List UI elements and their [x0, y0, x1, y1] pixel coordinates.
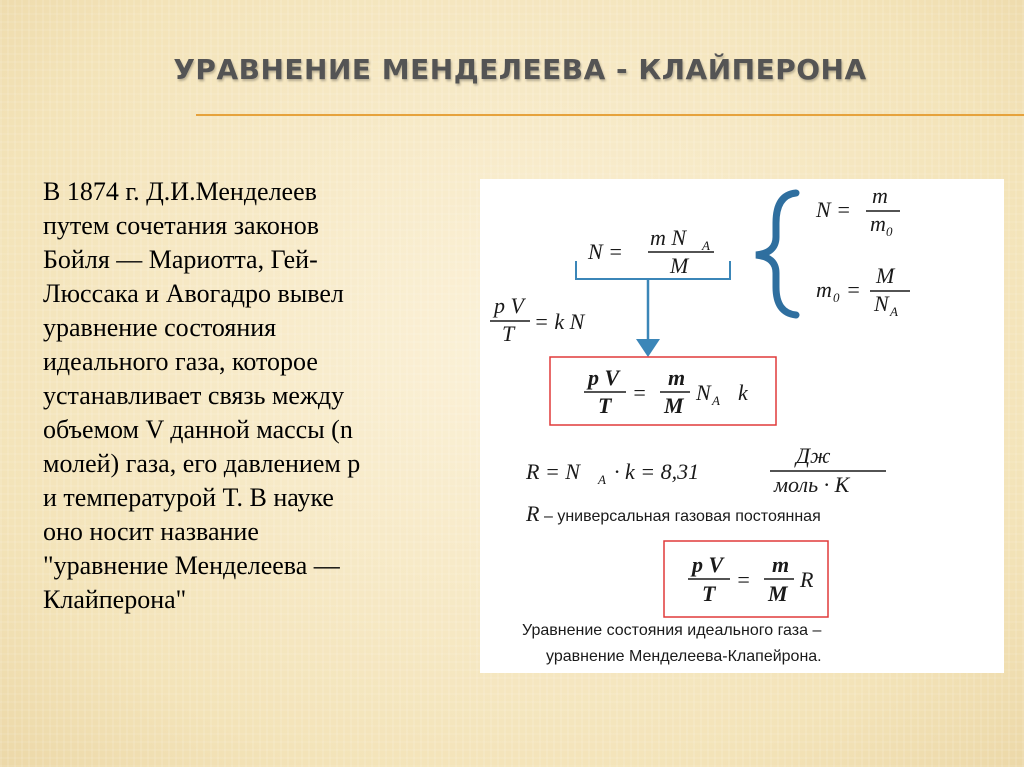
curly-brace-icon — [756, 193, 796, 315]
formula-box-1 — [550, 357, 776, 425]
body-line: и температурой T. В науке — [43, 483, 334, 512]
brace-group — [756, 183, 910, 319]
caption-text: уравнение Менделеева-Клапейрона. — [546, 648, 822, 665]
caption-text: – универсальная газовая постоянная — [544, 508, 821, 525]
connector-arrow — [576, 261, 730, 357]
formula-text: T — [598, 393, 612, 418]
formula-box-2 — [664, 541, 828, 617]
formula-text: p V — [692, 552, 724, 577]
body-line: объемом V данной массы (n — [43, 415, 353, 444]
body-line: путем сочетания законов — [43, 211, 320, 240]
body-line: уравнение состояния — [43, 313, 277, 342]
formula-text: M — [876, 263, 895, 288]
formula-text: = — [736, 567, 751, 592]
equation-caption — [522, 622, 822, 665]
gas-constant-caption — [525, 501, 821, 526]
formula-text: R = N — [526, 459, 580, 484]
formula-text: Дж — [796, 443, 831, 468]
formula-text: R — [800, 567, 814, 592]
formula-text: M — [768, 581, 788, 606]
formula-text: = k N — [534, 309, 585, 334]
body-line: Люссака и Авогадро вывел — [43, 279, 344, 308]
formula-text: M — [670, 253, 689, 278]
formula-text: N = — [816, 197, 852, 222]
formula-panel — [480, 179, 1004, 673]
caption-text: Уравнение состояния идеального газа – — [522, 622, 822, 639]
formula-text: k — [738, 380, 748, 405]
pv-kn-formula — [490, 293, 586, 346]
formula-text: · k = 8,31 — [614, 459, 700, 484]
body-line: идеального газа, которое — [43, 347, 318, 376]
gas-constant-formula — [525, 443, 886, 497]
formula-text: m N — [650, 225, 687, 250]
body-line: "уравнение Менделеева — — [43, 551, 340, 580]
formula-text: R — [526, 501, 540, 526]
formula-text: A — [712, 393, 720, 408]
formula-text: T — [502, 321, 515, 346]
formula-text: N = — [588, 239, 624, 264]
formula-text: 0 — [886, 224, 893, 239]
formula-text: A — [702, 238, 710, 253]
formula-text: A — [598, 472, 606, 487]
title-underline — [196, 114, 1024, 116]
formula-text: 0 — [833, 290, 840, 305]
formula-text: m — [772, 552, 790, 577]
formula-text: m — [870, 211, 886, 236]
formula-text: m — [816, 277, 832, 302]
formula-text: A — [890, 304, 898, 319]
formula-diagram — [480, 179, 1004, 673]
formula-text: p V — [588, 365, 620, 390]
body-line: В 1874 г. Д.И.Менделеев — [43, 177, 317, 206]
formula-text: N — [874, 291, 889, 316]
arrow-down-icon — [636, 339, 660, 357]
body-line: устанавливает связь между — [43, 381, 345, 410]
body-text — [43, 175, 483, 617]
formula-text: p V — [494, 293, 524, 318]
slide-title: УРАВНЕНИЕ МЕНДЕЛЕЕВА - КЛАЙПЕРОНА — [173, 53, 867, 86]
formula-text: N — [696, 380, 711, 405]
body-line: молей) газа, его давлением p — [43, 449, 361, 478]
body-line: Бойля — Мариотта, Гей- — [43, 245, 318, 274]
formula-text: = — [632, 380, 647, 405]
formula-text: T — [702, 581, 716, 606]
body-line: оно носит название — [43, 517, 259, 546]
formula-text: = — [846, 277, 861, 302]
body-line: Клайперона" — [43, 585, 187, 614]
formula-text: m — [872, 183, 888, 208]
formula-text: m — [668, 365, 686, 390]
particle-count-formula — [587, 225, 714, 278]
formula-text: M — [664, 393, 684, 418]
formula-text: моль · K — [774, 472, 850, 497]
